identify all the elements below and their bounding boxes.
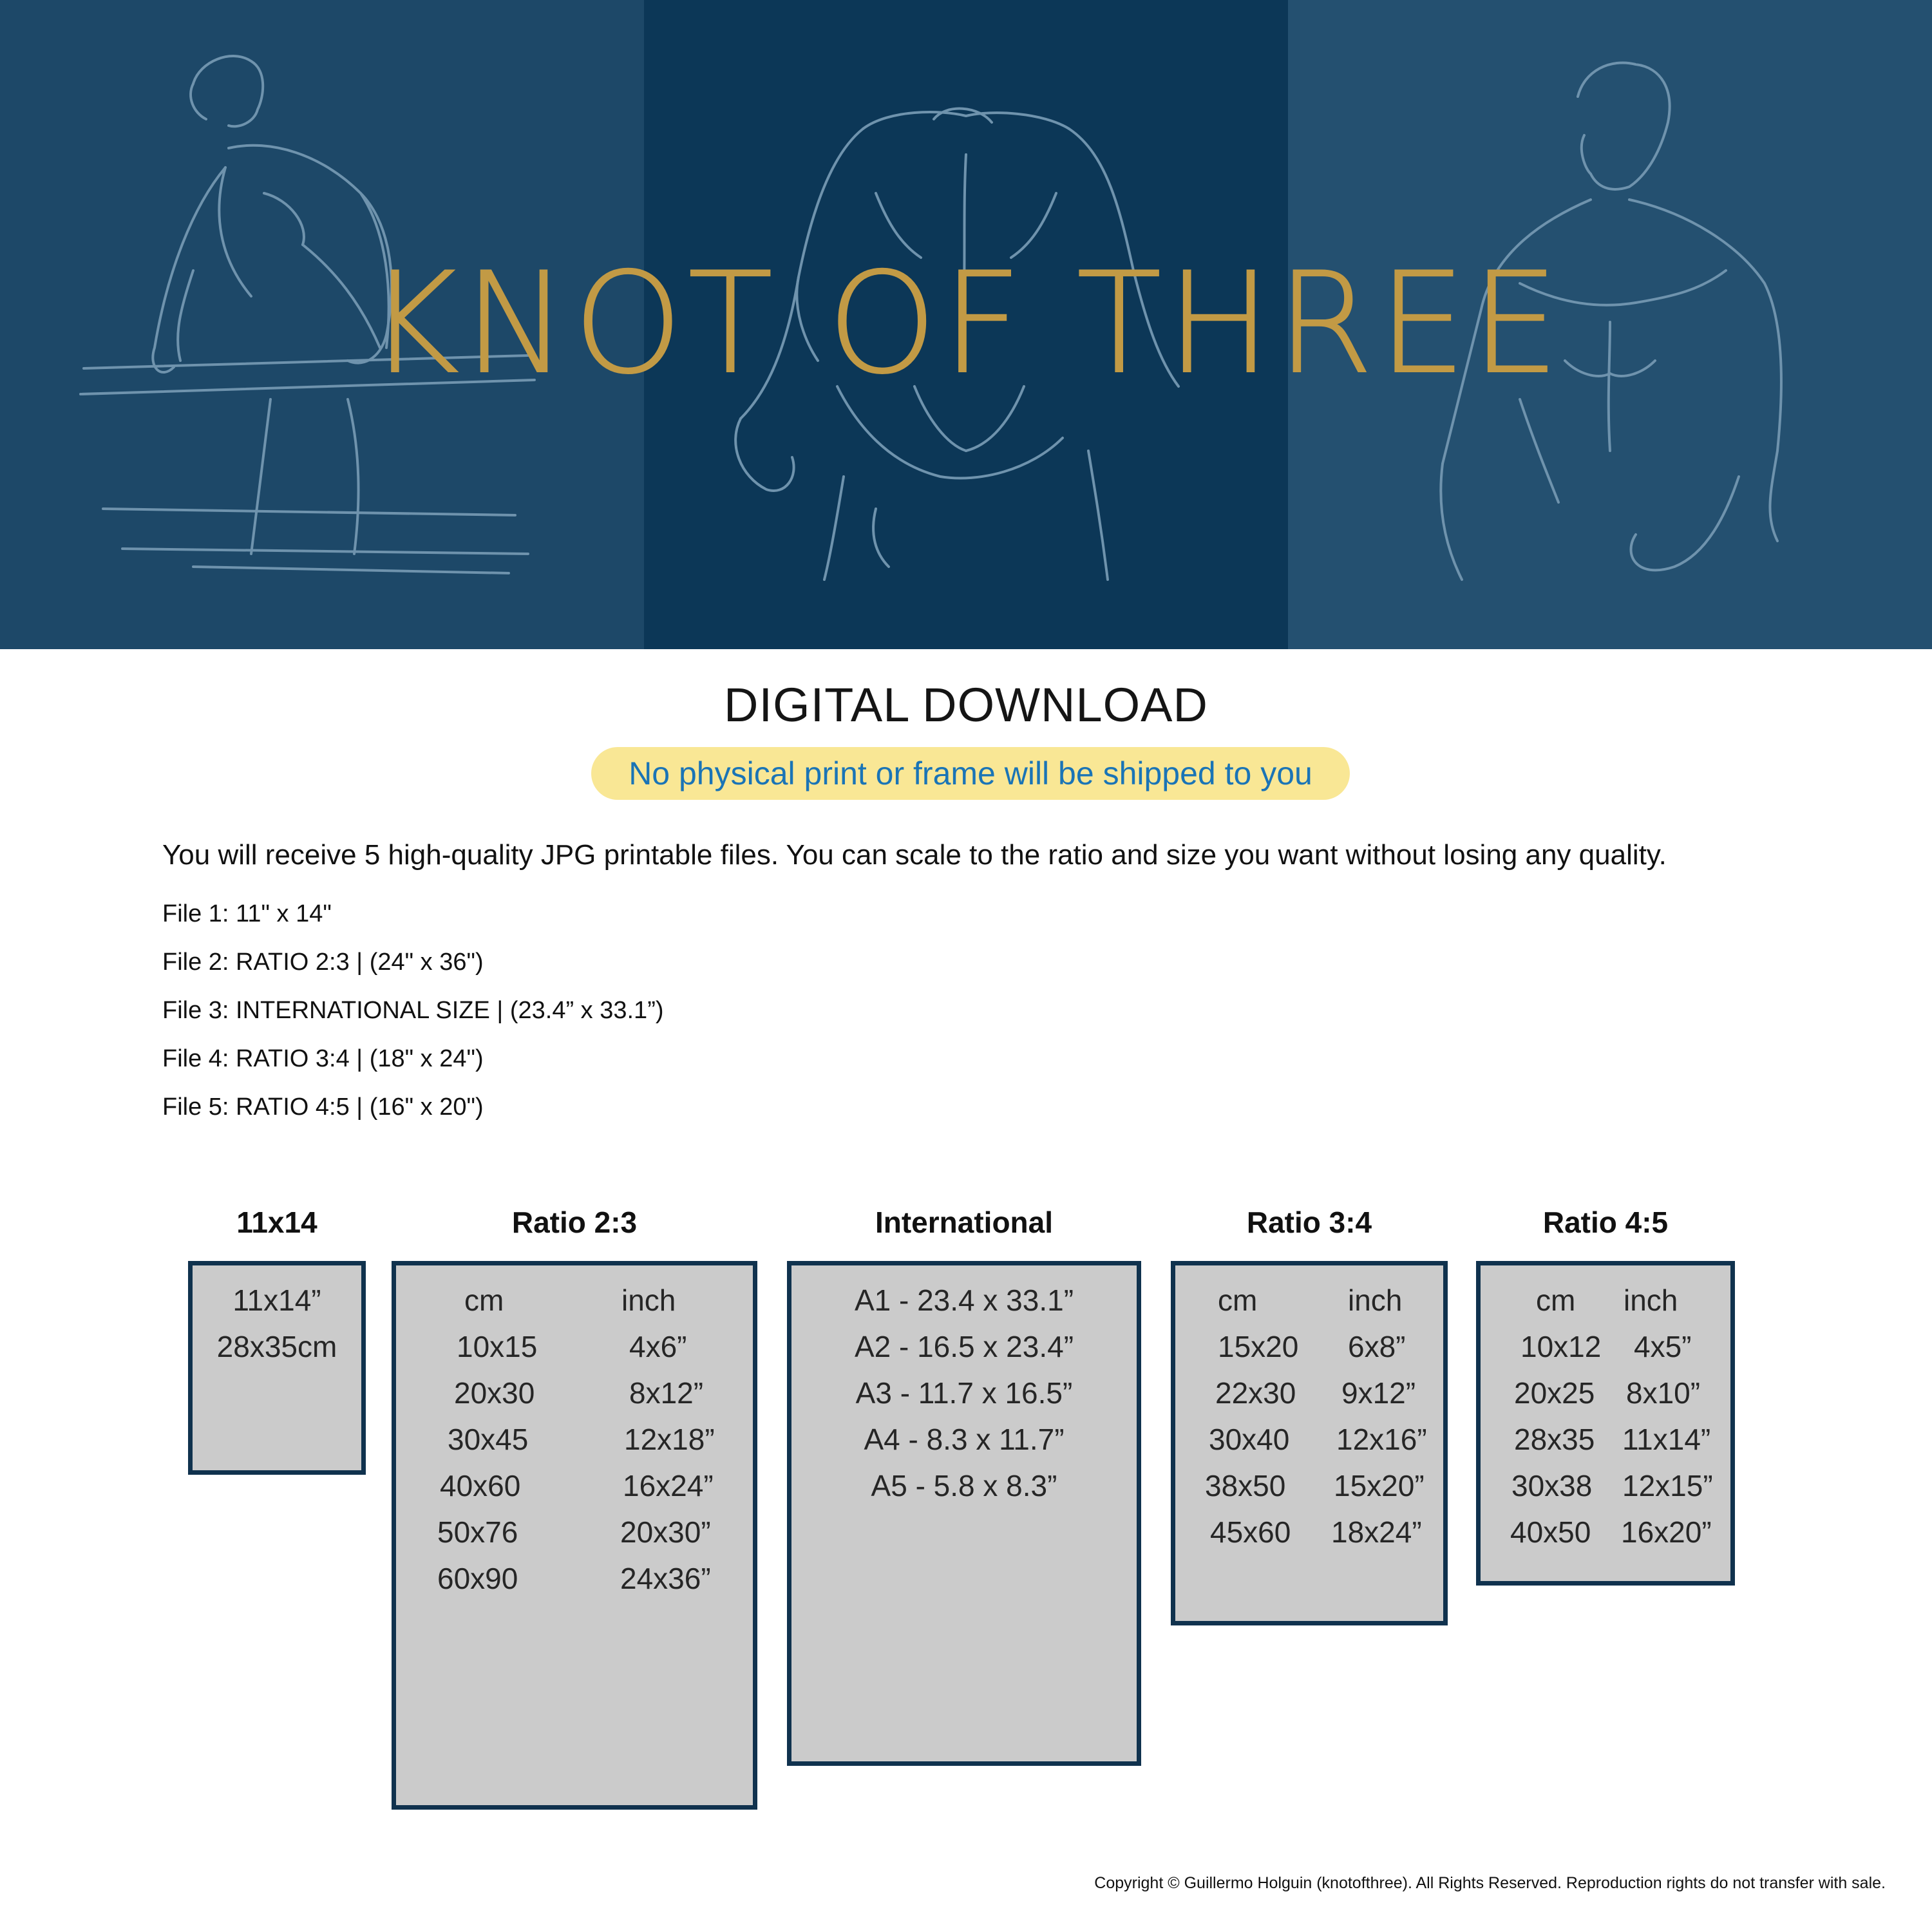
size-value: 16x24” xyxy=(623,1469,714,1502)
cm-column-header: cm xyxy=(1218,1283,1258,1317)
file-item: File 5: RATIO 4:5 | (16" x 20") xyxy=(162,1094,484,1121)
size-value: A5 - 5.8 x 8.3” xyxy=(871,1469,1057,1502)
size-value: 16x20” xyxy=(1621,1515,1712,1549)
size-value: 50x76 xyxy=(437,1515,518,1549)
inch-column-header: inch xyxy=(1348,1283,1403,1317)
file-list xyxy=(162,890,664,1132)
page-title: DIGITAL DOWNLOAD xyxy=(724,678,1208,732)
chart-heading-ratio-2-3: Ratio 2:3 xyxy=(511,1206,638,1239)
size-chart-ratio-4-5 xyxy=(1476,1261,1735,1586)
size-value: 20x25 xyxy=(1514,1376,1595,1410)
hero-banner xyxy=(0,0,1932,649)
size-chart-ratio-3-4 xyxy=(1171,1261,1448,1625)
size-value: 22x30 xyxy=(1215,1376,1296,1410)
size-value: 8x12” xyxy=(629,1376,704,1410)
size-value: 11x14” xyxy=(1622,1423,1711,1456)
size-chart-ratio-2-3 xyxy=(392,1261,757,1810)
size-value: 10x15 xyxy=(457,1330,538,1363)
size-value: 4x5” xyxy=(1634,1330,1692,1363)
size-value: 8x10” xyxy=(1626,1376,1701,1410)
size-value: 20x30 xyxy=(454,1376,535,1410)
size-value: 30x40 xyxy=(1209,1423,1290,1456)
size-value: 38x50 xyxy=(1205,1469,1286,1502)
size-value: 15x20 xyxy=(1218,1330,1299,1363)
inch-column-header: inch xyxy=(1624,1283,1678,1317)
size-value: 18x24” xyxy=(1331,1515,1422,1549)
size-chart-11x14 xyxy=(188,1261,366,1475)
size-value: A1 - 23.4 x 33.1” xyxy=(854,1283,1074,1317)
brand-title: KNOT OF THREE xyxy=(367,243,1565,404)
size-value: 12x18” xyxy=(624,1423,715,1456)
size-value: 28x35 xyxy=(1514,1423,1595,1456)
inch-column-header: inch xyxy=(621,1283,676,1317)
file-item: File 4: RATIO 3:4 | (18" x 24") xyxy=(162,1045,484,1072)
size-value: 60x90 xyxy=(437,1562,518,1595)
size-value: A3 - 11.7 x 16.5” xyxy=(855,1376,1073,1410)
size-value: 30x45 xyxy=(448,1423,529,1456)
size-value: A4 - 8.3 x 11.7” xyxy=(864,1423,1065,1456)
size-value: 30x38 xyxy=(1511,1469,1593,1502)
copyright-notice: Copyright © Guillermo Holguin (knotofthree). All Rights Reserved. Reproduction rights do not transfer with sale. xyxy=(1094,1874,1886,1892)
size-value: 40x50 xyxy=(1510,1515,1591,1549)
size-value: 9x12” xyxy=(1341,1376,1416,1410)
cm-column-header: cm xyxy=(464,1283,504,1317)
size-value: 28x35cm xyxy=(216,1330,337,1363)
shipping-notice-badge: No physical print or frame will be shipped to you xyxy=(591,747,1350,800)
size-value: 6x8” xyxy=(1348,1330,1406,1363)
file-item: File 3: INTERNATIONAL SIZE | (23.4” x 33.1”) xyxy=(162,997,664,1024)
size-value: 15x20” xyxy=(1334,1469,1425,1502)
chart-heading-ratio-3-4: Ratio 3:4 xyxy=(1246,1206,1372,1239)
cm-column-header: cm xyxy=(1536,1283,1576,1317)
size-value: 4x6” xyxy=(629,1330,687,1363)
file-item: File 1: 11" x 14" xyxy=(162,900,332,927)
size-value: 12x16” xyxy=(1336,1423,1427,1456)
chart-heading-ratio-4-5: Ratio 4:5 xyxy=(1542,1206,1669,1239)
size-value: 45x60 xyxy=(1210,1515,1291,1549)
chart-heading-11x14: 11x14 xyxy=(236,1206,317,1239)
intro-text: You will receive 5 high-quality JPG printable files. You can scale to the ratio and size you want without losing any quality. xyxy=(162,839,1667,871)
size-chart-international xyxy=(787,1261,1141,1766)
size-value: A2 - 16.5 x 23.4” xyxy=(854,1330,1074,1363)
file-item: File 2: RATIO 2:3 | (24" x 36") xyxy=(162,949,484,976)
size-value: 24x36” xyxy=(620,1562,711,1595)
size-value: 10x12 xyxy=(1520,1330,1602,1363)
size-value: 12x15” xyxy=(1622,1469,1713,1502)
size-value: 20x30” xyxy=(620,1515,711,1549)
size-value: 40x60 xyxy=(440,1469,521,1502)
chart-heading-international: International xyxy=(875,1206,1054,1239)
size-value: 11x14” xyxy=(232,1283,321,1317)
